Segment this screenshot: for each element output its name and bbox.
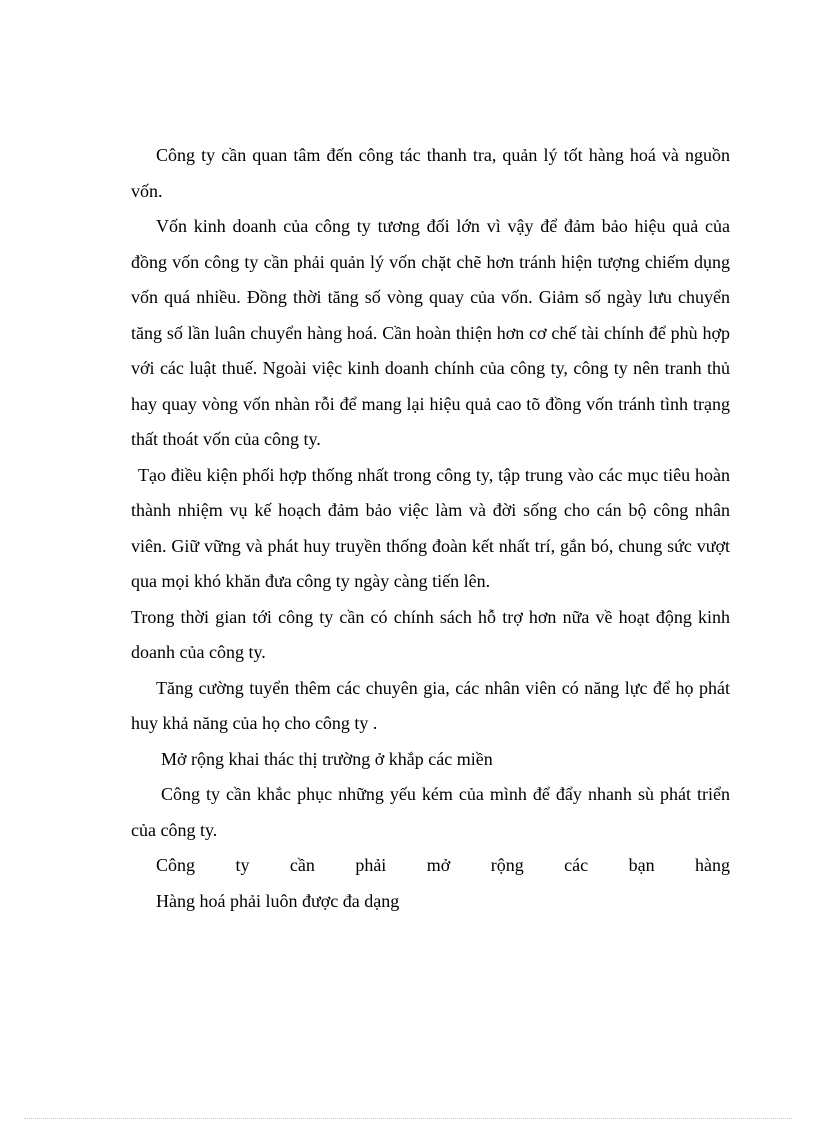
document-body — [131, 138, 730, 919]
paragraph-support-policy: Trong thời gian tới công ty cần có chính sách hỗ trợ hơn nữa về hoạt động kinh doanh của công ty. — [131, 606, 730, 662]
paragraph-diversity: Hàng hoá phải luôn được đa dạng — [156, 890, 400, 911]
paragraph-weakness: Công ty cần khắc phục những yếu kém của mình để đẩy nhanh sù phát triển của công ty. — [131, 784, 730, 840]
paragraph-partners: Công ty cần phải mở rộng các bạn hàng — [156, 855, 730, 875]
paragraph-inspection: Công ty cần quan tâm đến công tác thanh tra, quản lý tốt hàng hoá và nguồn vốn. — [131, 145, 730, 201]
paragraph-coordination: Tạo điều kiện phối hợp thống nhất trong công ty, tập trung vào các mục tiêu hoàn thành nhiệm vụ kế hoạch đảm bảo việc làm và đời sống cho cán bộ công nhân viên. Giữ vững và phát huy truyền thống đoàn kết nhất trí, gắn bó, chung sức vượt qua mọi khó khăn đưa công ty ngày càng tiến lên. — [131, 464, 730, 591]
paragraph-recruitment: Tăng cường tuyển thêm các chuyên gia, các nhân viên có năng lực để họ phát huy khả năng của họ cho công ty . — [131, 677, 730, 733]
paragraph-market-expansion: Mở rộng khai thác thị trường ở khắp các miền — [161, 748, 493, 769]
paragraph-capital-management: Vốn kinh doanh của công ty tương đối lớn vì vậy để đảm bảo hiệu quả của đồng vốn công ty cần phải quản lý vốn chặt chẽ hơn tránh hiện tượng chiếm dụng vốn quá nhiều. Đồng thời tăng số vòng quay của vốn. Giảm số ngày lưu chuyển tăng số lần luân chuyển hàng hoá. Cần hoàn thiện hơn cơ chế tài chính để phù hợp với các luật thuế. Ngoài việc kinh doanh chính của công ty, công ty nên tranh thủ hay quay vòng vốn nhàn rỗi để mang lại hiệu quả cao tõ đồng vốn tránh tình trạng thất thoát vốn của công ty. — [131, 216, 730, 449]
page-bottom-divider — [24, 1118, 792, 1119]
